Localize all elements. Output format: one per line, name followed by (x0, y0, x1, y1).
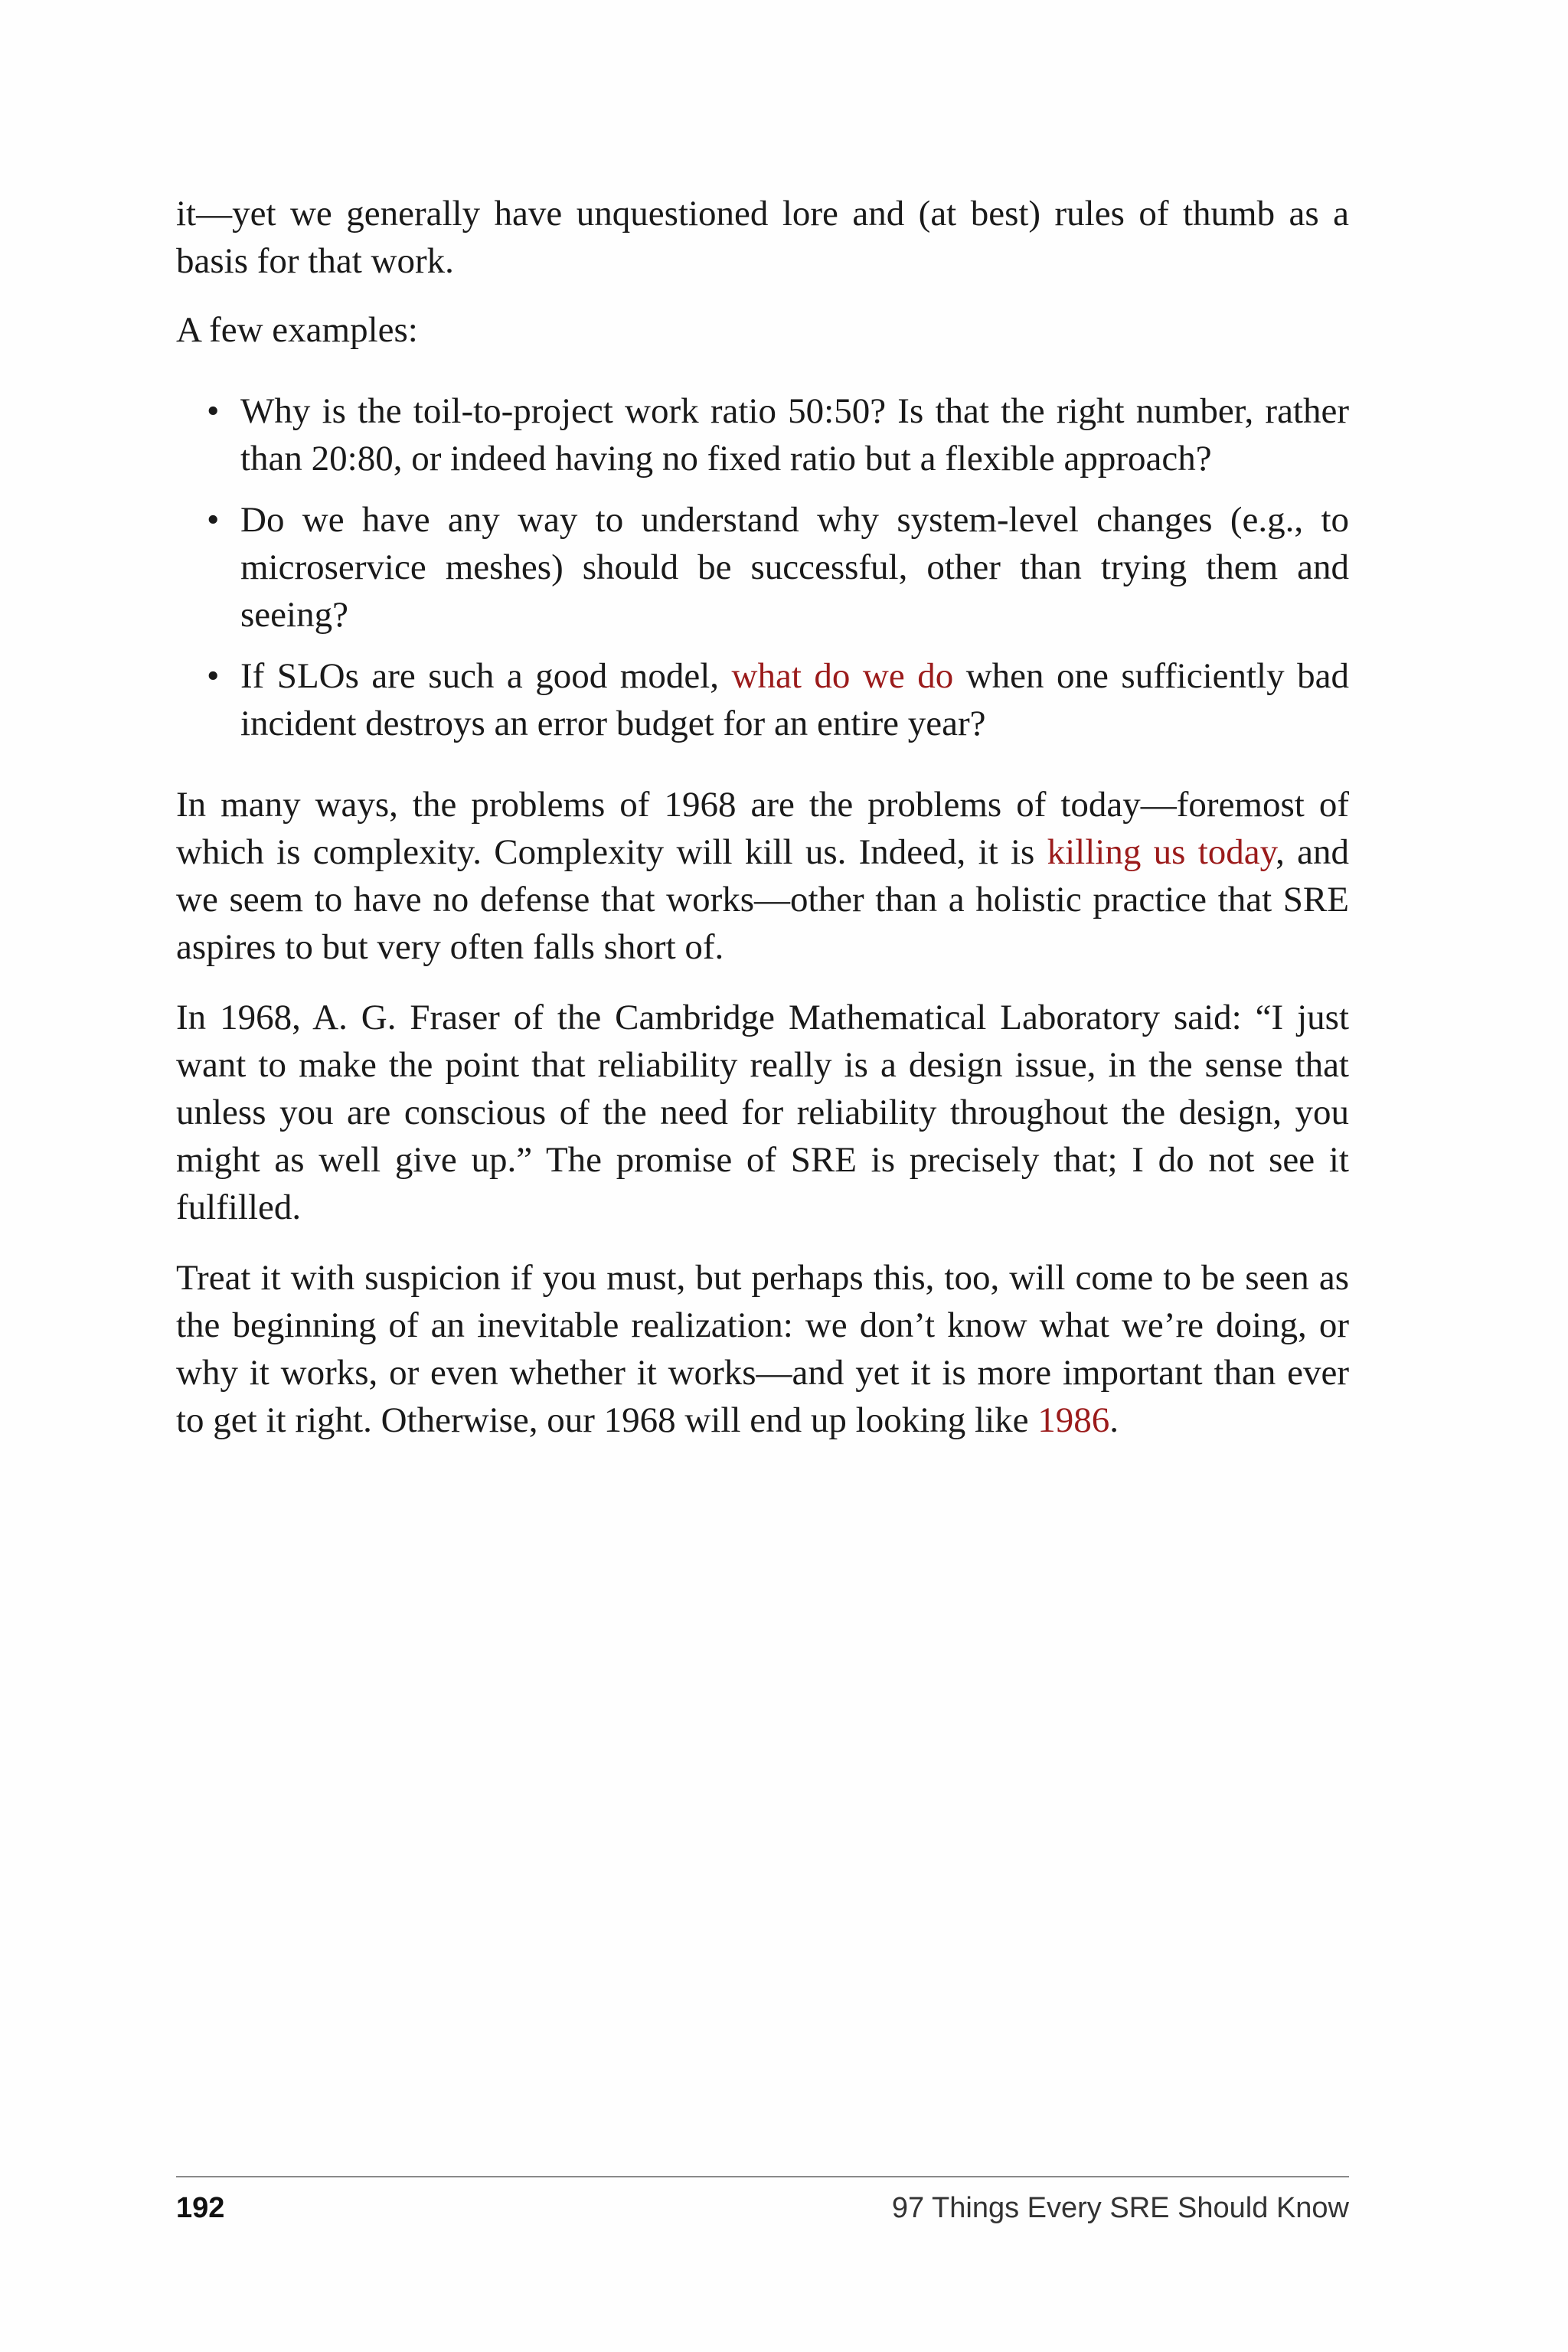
list-item-text-after: when one sufficiently bad incident destroys an error budget for an entire year? (240, 656, 1349, 743)
list-item-text: Do we have any way to understand why system-level changes (e.g., to microservice meshes) should be successful, other than trying them and seeing? (240, 500, 1349, 635)
list-item (176, 387, 1349, 482)
link-what-do-we-do[interactable]: what do we do (731, 656, 954, 696)
paragraph-continuation: it—yet we generally have unquestioned lore and (at best) rules of thumb as a basis for that work. (176, 194, 1349, 281)
bullet-icon: • (207, 656, 220, 696)
list-item (176, 652, 1349, 747)
paragraph-complexity (176, 781, 1349, 971)
bullet-icon: • (207, 391, 220, 431)
link-killing-us-today[interactable]: killing us today (1047, 832, 1276, 872)
paragraph-fraser-quote: In 1968, A. G. Fraser of the Cambridge Mathematical Laboratory said: “I just want to make the point that reliability really is a design issue, in the sense that unless you are conscious of the need for reliability throughout the design, you might as well give up.” The promise of SRE is precisely that; I do not see it fulfilled. (176, 998, 1349, 1227)
paragraph-text-after: . (1109, 1400, 1119, 1440)
list-item-text: Why is the toil-to-project work ratio 50:50? Is that the right number, rather than 20:80, or indeed having no fixed ratio but a flexible approach? (240, 391, 1349, 479)
paragraph-text-after: , and we seem to have no defense that works—other than a holistic practice that SRE aspires to but very often falls short of. (176, 832, 1349, 967)
page-number: 192 (176, 2192, 225, 2224)
bullet-icon: • (207, 500, 220, 540)
paragraph-examples-intro: A few examples: (176, 310, 418, 350)
body-text (176, 190, 1349, 1467)
paragraph-conclusion (176, 1254, 1349, 1444)
paragraph-text-before: Treat it with suspicion if you must, but perhaps this, too, will come to be seen as the beginning of an inevitable realization: we don’t know what we’re doing, or why it works, or even whether it works—and yet it is more important than ever to get it right. Otherwise, our 1968 will end up looking like (176, 1258, 1349, 1440)
paragraph-text-before: In many ways, the problems of 1968 are the problems of today—foremost of which is complexity. Complexity will kill us. Indeed, it is (176, 785, 1349, 872)
running-footer-title: 97 Things Every SRE Should Know (891, 2192, 1349, 2224)
page-footer (176, 2176, 1349, 2225)
examples-list (176, 387, 1349, 747)
list-item-text-before: If SLOs are such a good model, (240, 656, 732, 696)
link-1986[interactable]: 1986 (1037, 1400, 1110, 1440)
list-item (176, 496, 1349, 639)
